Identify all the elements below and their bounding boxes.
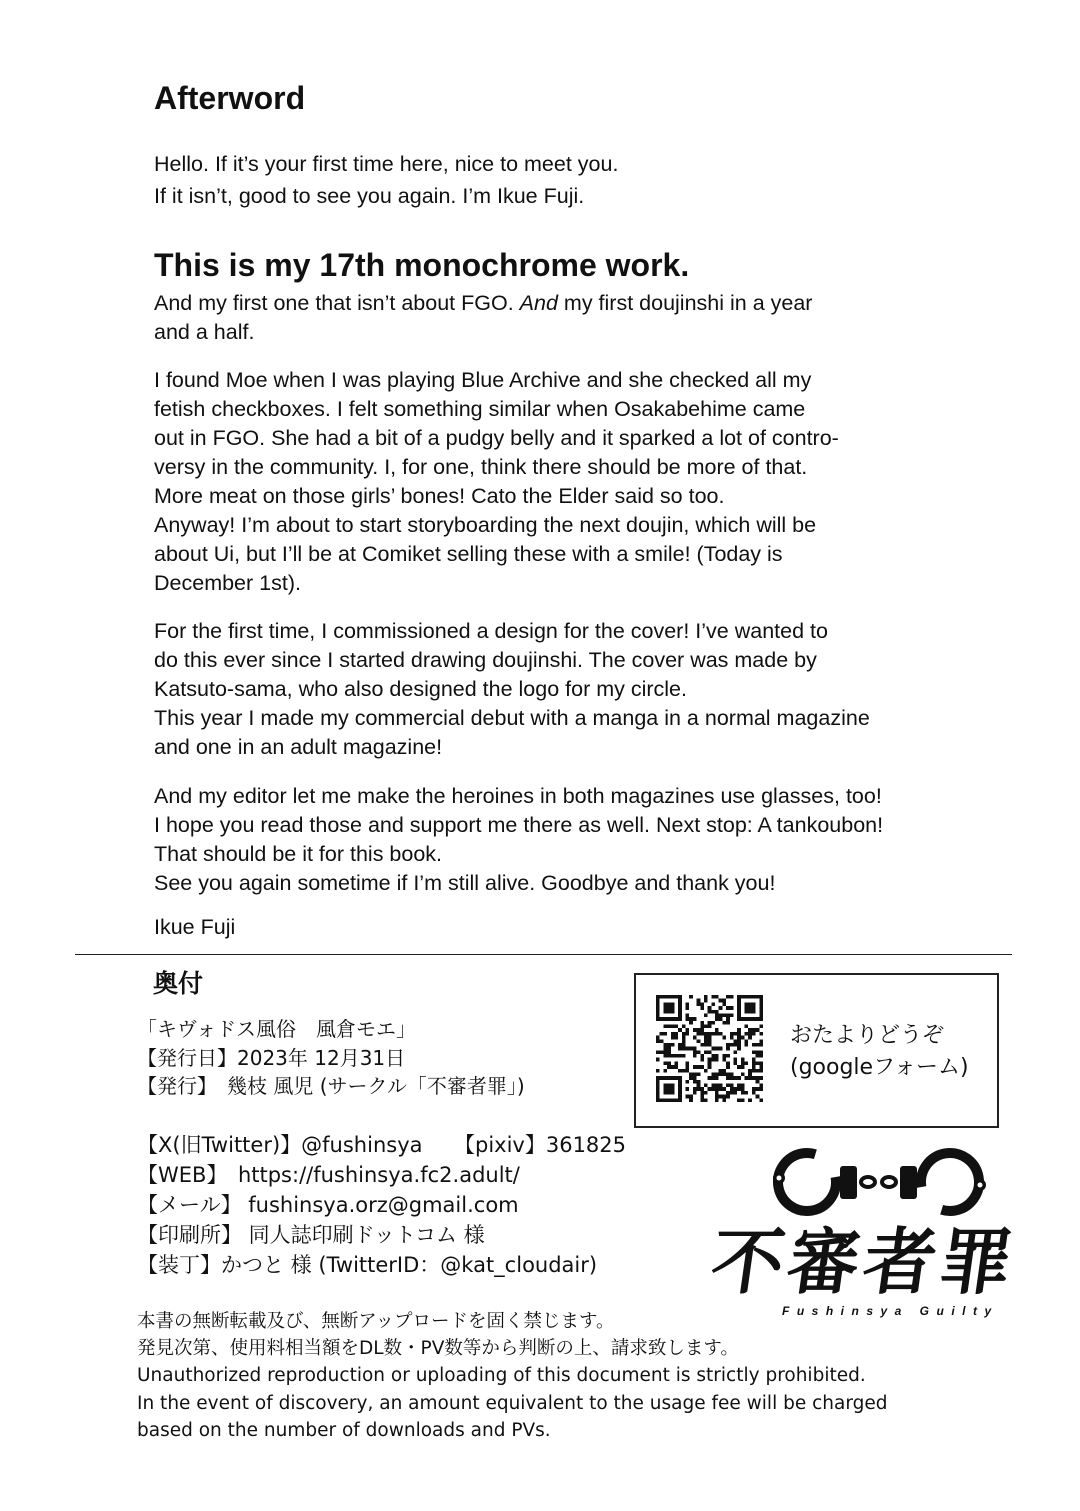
text-line: 発見次第、使用料相当額をDL数・PV数等から判断の上、請求致します。 — [137, 1338, 739, 1360]
text-line: based on the number of downloads and PVs. — [137, 1419, 551, 1441]
signature: Ikue Fuji — [154, 915, 236, 939]
text-line: 【装丁】かつと 様 (TwitterID：@kat_cloudair) — [137, 1253, 598, 1277]
text-line: fetish checkboxes. I felt something similar when Osakabehime came — [154, 397, 806, 421]
text-line: This year I made my commercial debut with a manga in a normal magazine — [154, 706, 870, 730]
colophon-publication-info — [137, 1015, 525, 1101]
text-line: and a half. — [154, 320, 255, 344]
text-line — [154, 289, 812, 318]
text-line: December 1st). — [154, 571, 301, 595]
circle-logo-english: Fushinsya Guilty — [782, 1304, 999, 1318]
text-line: Hello. If it’s your first time here, nice to meet you. — [154, 152, 619, 176]
text-line: 「キヴォドス風俗 風倉モエ」 — [137, 1017, 416, 1041]
text-line: versy in the community. I, for one, think there should be more of that. — [154, 455, 808, 479]
text-line: If it isn’t, good to see you again. I’m Ikue Fuji. — [154, 184, 585, 208]
paragraph-3 — [154, 617, 870, 762]
text-line: 【メール】 fushinsya.orz@gmail.com — [137, 1193, 519, 1217]
text-line: 【WEB】 https://fushinsya.fc2.adult/ — [137, 1163, 520, 1187]
divider — [75, 954, 1012, 955]
text-line: More meat on those girls’ bones! Cato the Elder said so too. — [154, 484, 725, 508]
text-line: I found Moe when I was playing Blue Archive and she checked all my — [154, 368, 812, 392]
text-line: おたよりどうぞ — [790, 1023, 945, 1048]
text-line: 【印刷所】 同人誌印刷ドットコム 様 — [137, 1223, 485, 1247]
text-line: In the event of discovery, an amount equivalent to the usage fee will be charged — [137, 1392, 888, 1414]
afterword-subtitle: This is my 17th monochrome work. — [154, 247, 690, 283]
text-line: and one in an adult magazine! — [154, 735, 443, 759]
text-line: Katsuto-sama, who also designed the logo for my circle. — [154, 677, 687, 701]
paragraph-2 — [154, 366, 839, 598]
text-line: See you again sometime if I’m still alive. Goodbye and thank you! — [154, 871, 776, 895]
text-line: 【発行】 幾枝 風児 (サークル「不審者罪」) — [137, 1074, 525, 1098]
text-line: Anyway! I’m about to start storyboarding the next doujin, which will be — [154, 513, 817, 537]
text-line: 本書の無断転載及び、無断アップロードを固く禁じます。 — [137, 1311, 615, 1332]
text-span: my first doujinshi in a year — [557, 291, 813, 315]
legal-notice — [137, 1308, 887, 1444]
afterword-title: Afterword — [154, 80, 306, 116]
feedback-text — [790, 1020, 969, 1084]
text-line: do this ever since I started drawing doujinshi. The cover was made by — [154, 648, 817, 672]
emphasis-text: And — [519, 291, 558, 315]
text-span: And my first one that isn’t about FGO. — [154, 291, 520, 315]
text-line: I hope you read those and support me there as well. Next stop: A tankoubon! — [154, 813, 884, 837]
text-line: out in FGO. She had a bit of a pudgy belly and it sparked a lot of contro- — [154, 426, 839, 450]
text-line: 【発行日】2023年 12月31日 — [137, 1045, 406, 1070]
text-line: That should be it for this book. — [154, 842, 443, 866]
paragraph-4 — [154, 782, 883, 898]
text-line: 【X(旧Twitter)】@fushinsya 【pixiv】361825 — [137, 1133, 627, 1157]
qr-code[interactable] — [656, 995, 763, 1102]
text-line: Unauthorized reproduction or uploading of this document is strictly prohibited. — [137, 1365, 866, 1387]
text-line: And my editor let me make the heroines in both magazines use glasses, too! — [154, 784, 882, 808]
paragraph-1 — [154, 289, 812, 347]
text-line: about Ui, but I’ll be at Comiket selling these with a smile! (Today is — [154, 542, 783, 566]
colophon-contact-info — [137, 1130, 626, 1280]
intro-paragraph — [154, 148, 618, 212]
text-line: For the first time, I commissioned a design for the cover! I’ve wanted to — [154, 619, 828, 643]
colophon-title: 奥付 — [153, 969, 204, 998]
circle-logo-kanji: 不審者罪 — [706, 1220, 1022, 1304]
text-line: (googleフォーム) — [790, 1055, 969, 1080]
